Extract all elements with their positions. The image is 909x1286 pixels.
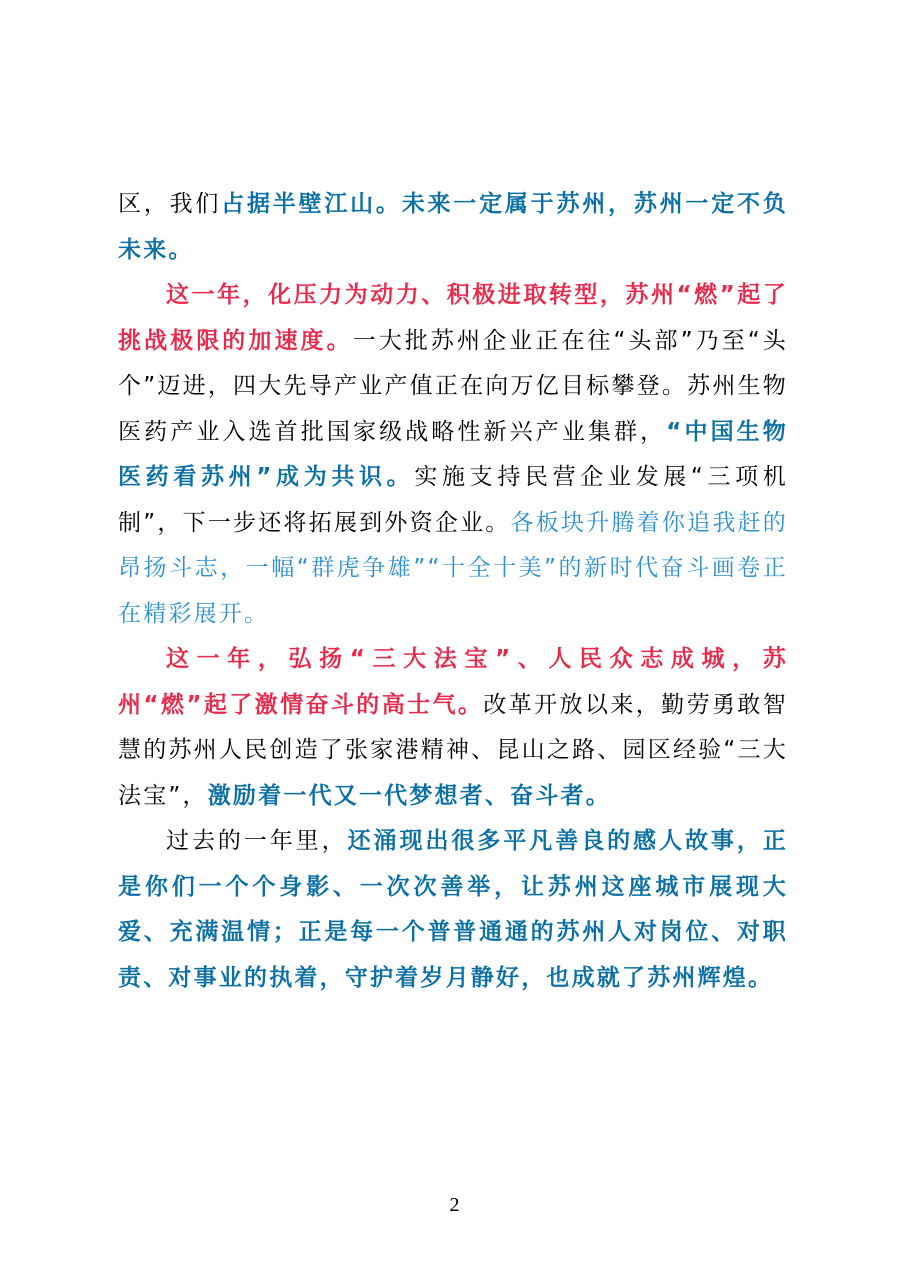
text-segment-highlight: 占据半壁江山。未来一定属于苏州，苏州一定不负未来。 <box>118 191 788 263</box>
text-segment-highlight: 还涌现出很多平凡善良的感人故事，正是你们一个个身影、一次次善举，让苏州这座城市展现大爱、充满温情；正是每一个普普通通的苏州人对岗位、对职责、对事业的执着，守护着岁月静好，也成就了苏州辉煌。 <box>118 828 788 991</box>
paragraph-2 <box>118 273 788 637</box>
text-segment: 过去的一年里， <box>166 828 348 854</box>
paragraph-3 <box>118 637 788 819</box>
paragraph-1 <box>118 182 788 273</box>
text-segment-light: 各板块升腾着你追我赶的昂扬斗志，一幅“群虎争雄”“十全十美”的新时代奋斗画卷正在精彩展开。 <box>118 509 788 627</box>
body-text <box>118 182 788 1001</box>
text-segment: 一大批苏州企业正在往“头部”乃至“头个”迈进，四大先导产业产值正在向万亿目标攀登。苏州生物医药产业入选首批国家级战略性新兴产业集群， <box>118 327 788 445</box>
page-number: 2 <box>449 1194 460 1216</box>
text-segment-highlight: 激励着一代又一代梦想者、奋斗者。 <box>207 782 611 809</box>
text-segment: 实施支持民营企业发展“三项机制”，下一步还将拓展到外资企业。 <box>118 464 788 536</box>
text-segment: 区，我们 <box>118 191 222 217</box>
text-segment-heading: 这一年，弘扬“三大法宝”、人民众志成城，苏州“燃”起了激情奋斗的高士气。 <box>118 646 788 718</box>
text-segment-highlight: “中国生物医药看苏州”成为共识。 <box>118 418 788 490</box>
text-segment-heading: 这一年，化压力为动力、积极进取转型，苏州“燃”起了挑战极限的加速度。 <box>118 282 788 354</box>
paragraph-4 <box>118 819 788 1001</box>
text-segment: 改革开放以来，勤劳勇敢智慧的苏州人民创造了张家港精神、昆山之路、园区经验“三大法宝”， <box>118 691 788 809</box>
